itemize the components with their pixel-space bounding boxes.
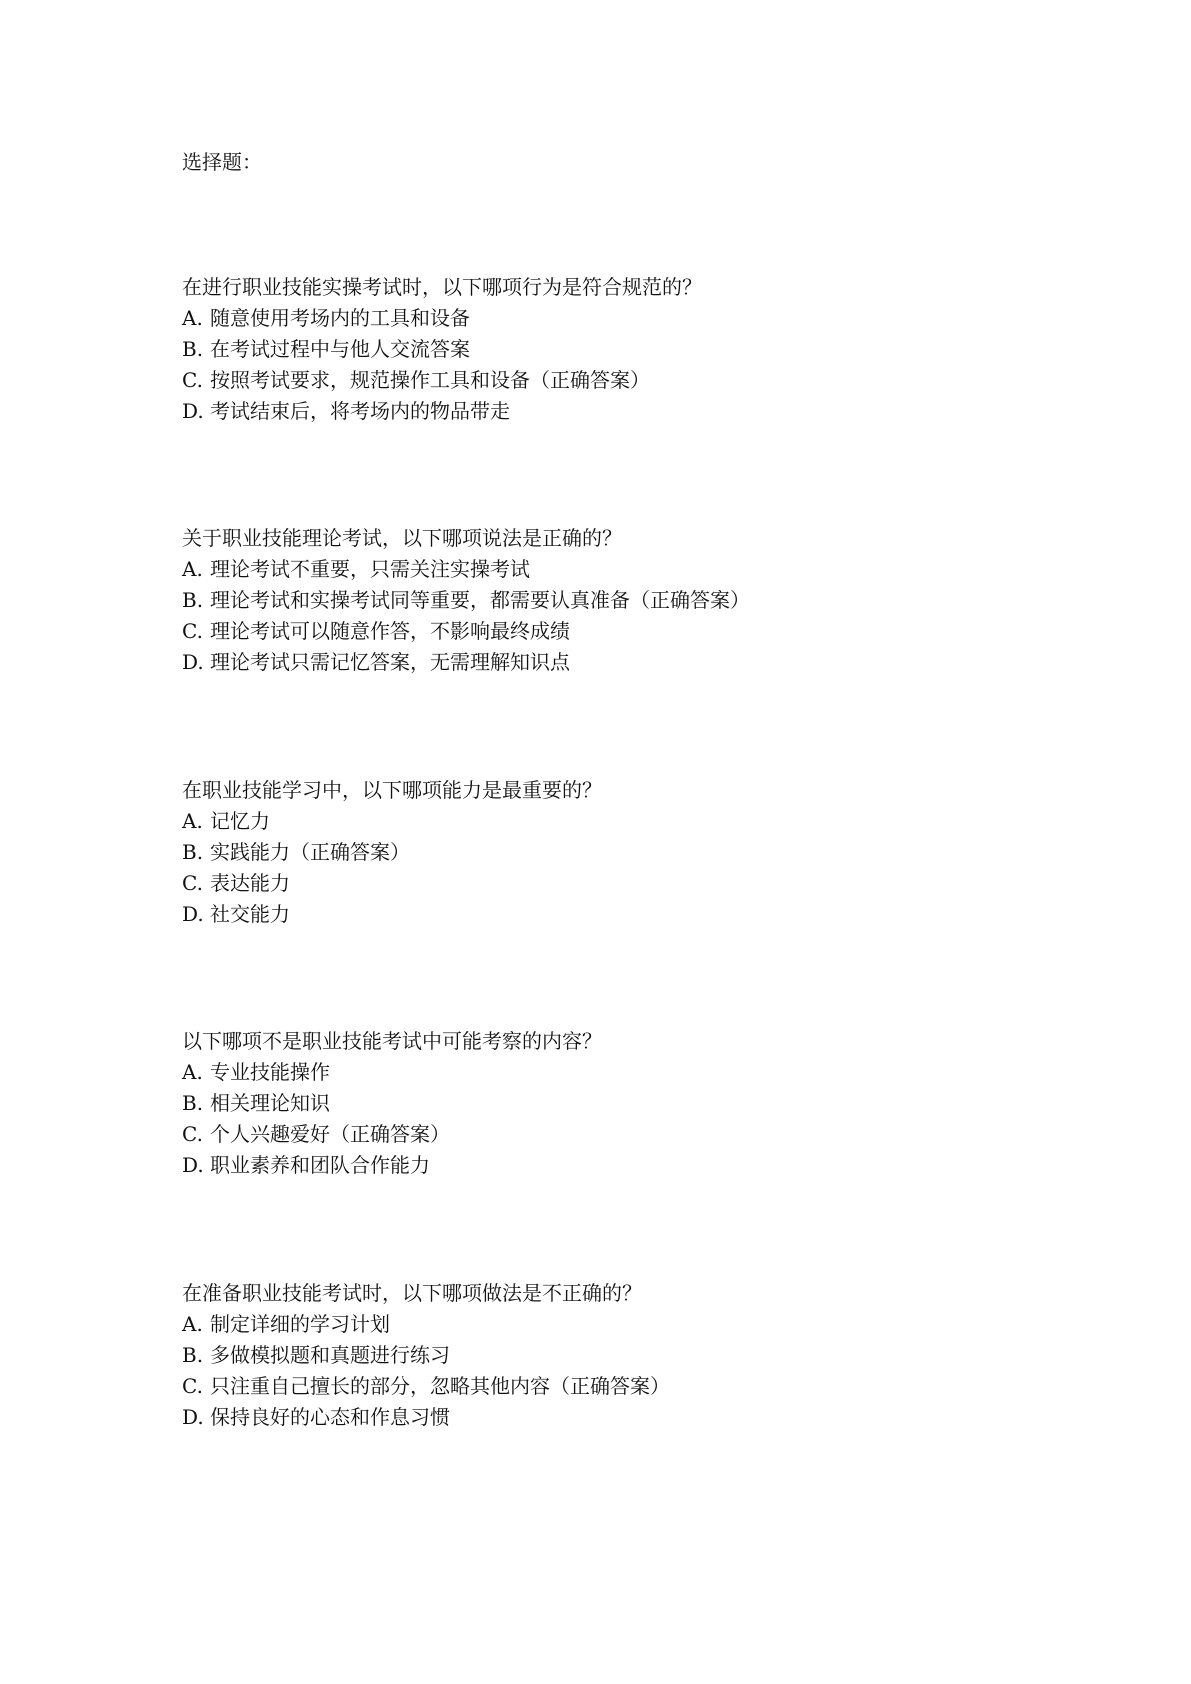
option-text: 随意使用考场内的工具和设备 — [210, 306, 470, 330]
option-a — [182, 1309, 1082, 1340]
option-text: 职业素养和团队合作能力 — [210, 1153, 430, 1177]
question-4 — [182, 1026, 1082, 1181]
section-heading: 选择题： — [182, 150, 262, 174]
option-text: 理论考试不重要，只需关注实操考试 — [210, 557, 530, 581]
option-letter: A. — [182, 809, 203, 833]
option-text: 个人兴趣爱好（正确答案） — [210, 1122, 450, 1146]
question-2 — [182, 523, 1082, 678]
option-d — [182, 647, 1082, 678]
option-b — [182, 837, 1082, 868]
question-text: 在进行职业技能实操考试时，以下哪项行为是符合规范的？ — [182, 275, 702, 299]
option-d — [182, 899, 1082, 930]
question-text: 以下哪项不是职业技能考试中可能考察的内容？ — [182, 1029, 602, 1053]
option-text: 按照考试要求，规范操作工具和设备（正确答案） — [210, 368, 650, 392]
option-letter: B. — [182, 840, 204, 864]
option-letter: A. — [182, 1312, 203, 1336]
option-letter: B. — [182, 1343, 204, 1367]
option-letter: C. — [182, 368, 203, 392]
option-d — [182, 396, 1082, 427]
option-c — [182, 868, 1082, 899]
option-letter: C. — [182, 1374, 203, 1398]
option-text: 考试结束后，将考场内的物品带走 — [210, 399, 510, 423]
question-text: 在准备职业技能考试时，以下哪项做法是不正确的？ — [182, 1281, 642, 1305]
option-text: 记忆力 — [210, 809, 270, 833]
option-d — [182, 1402, 1082, 1433]
option-text: 专业技能操作 — [210, 1060, 330, 1084]
question-text: 关于职业技能理论考试，以下哪项说法是正确的？ — [182, 526, 622, 550]
option-d — [182, 1150, 1082, 1181]
option-text: 理论考试只需记忆答案，无需理解知识点 — [210, 650, 570, 674]
option-text: 相关理论知识 — [210, 1091, 330, 1115]
option-letter: C. — [182, 871, 203, 895]
option-text: 社交能力 — [210, 902, 290, 926]
question-3 — [182, 775, 1082, 930]
option-letter: B. — [182, 337, 204, 361]
option-text: 制定详细的学习计划 — [210, 1312, 390, 1336]
question-5 — [182, 1278, 1082, 1433]
option-letter: A. — [182, 306, 203, 330]
option-a — [182, 806, 1082, 837]
option-letter: D. — [182, 650, 204, 674]
option-c — [182, 1371, 1082, 1402]
option-b — [182, 1088, 1082, 1119]
option-text: 多做模拟题和真题进行练习 — [210, 1343, 450, 1367]
option-b — [182, 585, 1082, 616]
option-letter: C. — [182, 1122, 203, 1146]
option-a — [182, 1057, 1082, 1088]
option-a — [182, 303, 1082, 334]
option-b — [182, 334, 1082, 365]
question-text: 在职业技能学习中，以下哪项能力是最重要的？ — [182, 778, 602, 802]
option-text: 实践能力（正确答案） — [210, 840, 410, 864]
question-1 — [182, 272, 1082, 427]
option-text: 理论考试和实操考试同等重要，都需要认真准备（正确答案） — [210, 588, 750, 612]
option-letter: D. — [182, 1405, 204, 1429]
option-letter: D. — [182, 399, 204, 423]
option-c — [182, 365, 1082, 396]
option-a — [182, 554, 1082, 585]
option-letter: D. — [182, 1153, 204, 1177]
option-letter: A. — [182, 557, 203, 581]
option-text: 只注重自己擅长的部分，忽略其他内容（正确答案） — [210, 1374, 670, 1398]
option-letter: A. — [182, 1060, 203, 1084]
option-text: 保持良好的心态和作息习惯 — [210, 1405, 450, 1429]
option-letter: B. — [182, 1091, 204, 1115]
option-letter: D. — [182, 902, 204, 926]
option-b — [182, 1340, 1082, 1371]
option-text: 理论考试可以随意作答，不影响最终成绩 — [210, 619, 570, 643]
option-text: 表达能力 — [210, 871, 290, 895]
option-letter: B. — [182, 588, 204, 612]
option-c — [182, 616, 1082, 647]
option-text: 在考试过程中与他人交流答案 — [210, 337, 470, 361]
option-c — [182, 1119, 1082, 1150]
option-letter: C. — [182, 619, 203, 643]
